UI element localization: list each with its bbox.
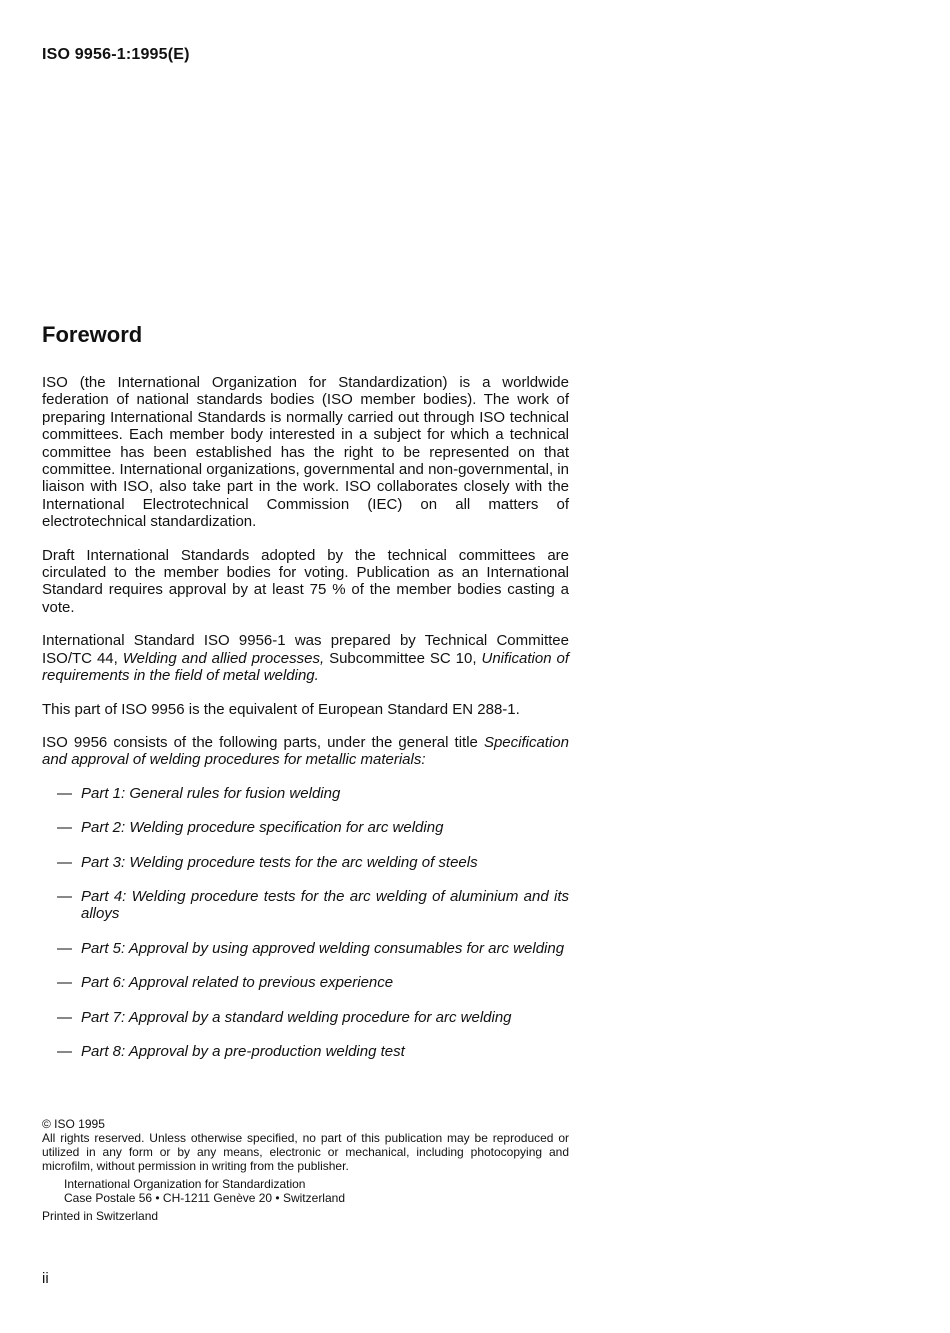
copyright-line: © ISO 1995	[42, 1117, 105, 1131]
dash-marker: —	[57, 853, 72, 871]
part-title: Part 1: General rules for fusion welding	[81, 784, 341, 802]
foreword-paragraph-3	[42, 632, 569, 684]
foreword-paragraph-2: Draft International Standards adopted by the technical committees are circulated to the member bodies for voting. Publication as an International Standard requires approval by at least 75 % of the member bodies casting a vote.	[42, 546, 569, 616]
part-title: Part 8: Approval by a pre-production welding test	[81, 1042, 405, 1060]
organization-name: International Organization for Standardization	[64, 1177, 306, 1191]
parts-list	[42, 785, 569, 1061]
part-title: Part 2: Welding procedure specification for arc welding	[81, 819, 444, 837]
list-item	[42, 819, 569, 836]
dash-marker: —	[57, 939, 72, 957]
printed-in: Printed in Switzerland	[42, 1209, 159, 1223]
general-title: Specification and approval of welding procedures for metallic materials:	[42, 733, 569, 769]
part-title: Part 3: Welding procedure tests for the arc welding of steels	[81, 853, 478, 871]
page-title: Foreword	[42, 322, 143, 347]
part-title: Part 4: Welding procedure tests for the arc welding of aluminium and its alloys	[81, 887, 569, 923]
foreword-paragraph-4: This part of ISO 9956 is the equivalent of European Standard EN 288-1.	[42, 700, 520, 718]
foreword-body	[42, 374, 569, 1077]
copyright-footer	[42, 1117, 569, 1223]
part-title: Part 7: Approval by a standard welding procedure for arc welding	[81, 1008, 512, 1026]
dash-marker: —	[57, 1008, 72, 1026]
page-number: ii	[42, 1270, 49, 1287]
document-id: ISO 9956-1:1995(E)	[42, 46, 190, 63]
subcommittee-title: Unification of requirements in the field of metal welding.	[42, 649, 569, 685]
postal-address: Case Postale 56 • CH-1211 Genève 20 • Switzerland	[64, 1191, 345, 1205]
paragraph-text: International Standard ISO 9956-1 was prepared by Technical Committee ISO/TC 44,	[42, 632, 569, 667]
rights-notice: All rights reserved. Unless otherwise specified, no part of this publication may be reproduced or utilized in any form or by any means, electronic or mechanical, including photocopying and microfilm, without permission in writing from the publisher.	[42, 1131, 569, 1173]
list-item	[42, 1009, 569, 1026]
list-item	[42, 940, 569, 957]
list-item	[42, 1043, 569, 1060]
dash-marker: —	[57, 974, 72, 992]
paragraph-text: Subcommittee SC 10,	[324, 649, 482, 667]
dash-marker: —	[57, 784, 72, 802]
dash-marker: —	[57, 1042, 72, 1060]
foreword-paragraph-1: ISO (the International Organization for Standardization) is a worldwide federation of national standards bodies (ISO member bodies). The work of preparing International Standards is normally carried out through ISO technical committees. Each member body interested in a subject for which a technical committee has been established has the right to be represented on that committee. International organizations, governmental and non-governmental, in liaison with ISO, also take part in the work. ISO collaborates closely with the International Electrotechnical Commission (IEC) on all matters of electrotechnical standardization.	[42, 374, 569, 531]
dash-marker: —	[57, 887, 72, 905]
foreword-paragraph-5	[42, 734, 569, 769]
part-title: Part 6: Approval related to previous experience	[81, 974, 394, 992]
paragraph-text: ISO 9956 consists of the following parts, under the general title	[42, 733, 484, 751]
committee-title: Welding and allied processes,	[122, 649, 325, 667]
list-item	[42, 888, 569, 923]
part-title: Part 5: Approval by using approved welding consumables for arc welding	[81, 939, 565, 957]
list-item	[42, 785, 569, 802]
dash-marker: —	[57, 819, 72, 837]
publisher-address	[42, 1177, 569, 1205]
list-item	[42, 854, 569, 871]
list-item	[42, 974, 569, 991]
